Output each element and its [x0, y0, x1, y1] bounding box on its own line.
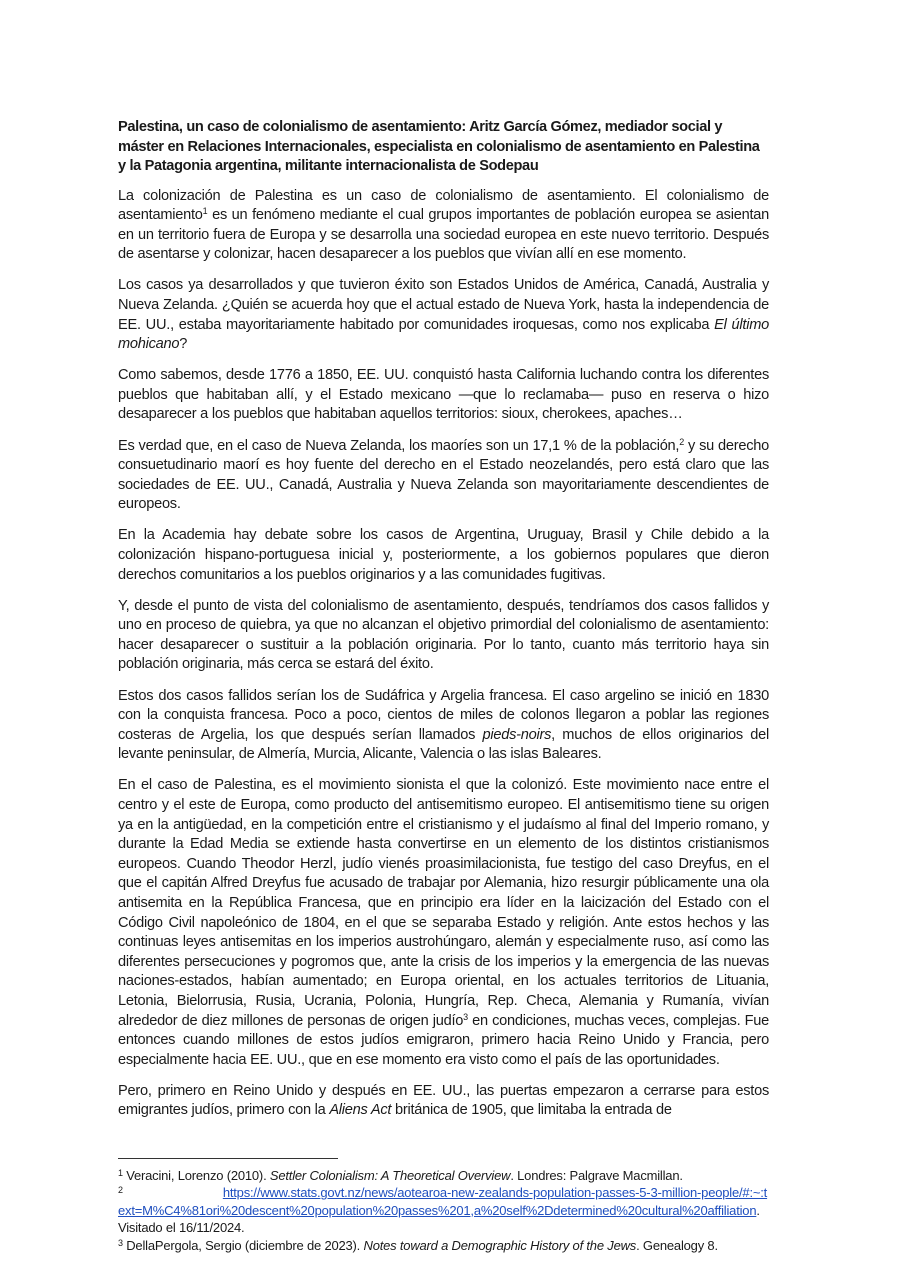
footnote-2	[118, 1184, 769, 1236]
paragraph-6: Y, desde el punto de vista del colonialismo de asentamiento, después, tendríamos dos casos fallidos y uno en proceso de quiebra, ya que no alcanzan el objetivo primordial del colonialismo de asentamiento: hacer desaparecer o sustituir a la población originaria. Por lo tanto, cuanto más territorio haya sin población originaria, más cerca se estará del éxito.	[118, 597, 769, 673]
paragraph-text: y su derecho consuetudinario maorí es hoy fuente del derecho en el Estado neozelandés, pero está claro que las sociedades de EE. UU., Canadá, Australia y Nueva Zelanda son mayoritariamente descendientes de europeos.	[118, 437, 769, 513]
paragraph-4	[118, 437, 769, 515]
footnote-text: . Londres: Palgrave Macmillan.	[510, 1168, 683, 1183]
footnote-ref-3[interactable]: 3	[463, 1011, 468, 1022]
footnote-text: . Visitado el 16/11/2024.	[118, 1202, 760, 1236]
footnotes-section	[118, 1158, 769, 1254]
footnote-ref-2[interactable]: 2	[679, 436, 684, 447]
footnote-text: Veracini, Lorenzo (2010).	[122, 1168, 270, 1183]
paragraph-text: Estos dos casos fallidos serían los de Sudáfrica y Argelia francesa. El caso argelino se inició en 1830 con la conquista francesa. Poco a poco, cientos de miles de colonos llegaron a poblar las regiones costeras de Argelia, los que después serían llamados	[118, 687, 769, 743]
footnote-1	[118, 1167, 769, 1184]
footnote-work-title: Notes toward a Demographic History of the Jews	[363, 1237, 637, 1253]
document-page	[118, 118, 769, 1133]
paragraph-text: Los casos ya desarrollados y que tuvieron éxito son Estados Unidos de América, Canadá, Australia y Nueva Zelanda. ¿Quién se acuerda hoy que el actual estado de Nueva York, hasta la independencia de EE. UU., estaba mayoritariamente habitado por comunidades iroquesas, como nos explicaba	[118, 277, 769, 333]
paragraph-text: La colonización de Palestina es un caso de colonialismo de asentamiento. El colonialismo de asentamiento	[118, 187, 769, 224]
paragraph-1	[118, 187, 769, 265]
footnote-number: 1	[118, 1168, 123, 1178]
paragraph-9	[118, 1082, 769, 1121]
footnote-separator	[118, 1158, 338, 1159]
paragraph-2	[118, 276, 769, 354]
paragraph-text: ?	[179, 336, 188, 353]
footnote-link[interactable]: https://www.stats.govt.nz/news/aotearoa-new-zealands-population-passes-5-3-million-people/#:~:text=M%C4%81ori%20descent%20population%20passes%201,a%20self%2Ddetermined%20cultural%20affiliation	[118, 1185, 768, 1218]
book-title: El último mohicano	[118, 316, 769, 353]
footnote-text: DellaPergola, Sergio (diciembre de 2023).	[122, 1237, 364, 1253]
paragraph-text: británica de 1905, que limitaba la entrada de	[391, 1102, 672, 1119]
paragraph-text: En el caso de Palestina, es el movimiento sionista el que la colonizó. Este movimiento nace entre el centro y el este de Europa, como producto del antisemitismo europeo. El antisemitismo tiene su origen ya en la antigüedad, en la competición entre el cristianismo y el judaísmo al final del Imperio romano, y durante la Edad Media se extiende hasta convertirse en un elemento de los distintos cristianismos europeos. Cuando Theodor Herzl, judío vienés proasimilacionista, fue testigo del caso Dreyfus, en el que el capitán Alfred Dreyfus fue acusado de trabajar por Alemania, hizo resurgir públicamente una ola antisemita en la República Francesa, que en principio era líder en la laicización del Estado con el Código Civil napoleónico de 1804, en el que se separaba Estado y religión. Ante estos hechos y las continuas leyes antisemitas en los imperios austrohúngaro, alemán y especialmente ruso, así como las diferentes persecuciones y pogromos que, ante la crisis de los imperios y la emergencia de las nuevas naciones-estados, habían aumentado; en Europa oriental, en los actuales territorios de Lituania, Letonia, Bielorrusia, Rusia, Ucrania, Polonia, Hungría, Rep. Checa, Alemania y Rumanía, vivían alrededor de diez millones de personas de origen judío	[118, 777, 769, 1029]
paragraph-text: es un fenómeno mediante el cual grupos importantes de población europea se asientan en un territorio fuera de Europa y se desarrolla una sociedad europea en este nuevo territorio. Después de asentarse y colonizar, hacen desaparecer a los pueblos que vivían allí en ese momento.	[118, 207, 769, 263]
paragraph-8	[118, 776, 769, 1070]
footnote-text: . Genealogy 8.	[636, 1237, 718, 1253]
footnote-number: 3	[118, 1237, 123, 1248]
paragraph-text: Es verdad que, en el caso de Nueva Zelanda, los maoríes son un 17,1 % de la población,	[118, 437, 680, 454]
footnote-work-title: Settler Colonialism: A Theoretical Overview	[269, 1168, 511, 1183]
italic-term: pieds-noirs	[482, 726, 552, 743]
paragraph-text: Pero, primero en Reino Unido y después en EE. UU., las puertas empezaron a cerrarse para estos emigrantes judíos, primero con la	[118, 1082, 769, 1119]
paragraph-text: , muchos de ellos originarios del levante peninsular, de Almería, Murcia, Alicante, Valencia o las islas Baleares.	[118, 726, 769, 763]
italic-term: Aliens Act	[329, 1102, 392, 1119]
footnote-ref-1[interactable]: 1	[202, 206, 208, 217]
paragraph-5: En la Academia hay debate sobre los casos de Argentina, Uruguay, Brasil y Chile debido a la colonización hispano-portuguesa inicial y, posteriormente, a los gobiernos populares que dieron derechos comunitarios a los pueblos originarios y a las comunidades fugitivas.	[118, 527, 769, 583]
article-title: Palestina, un caso de colonialismo de asentamiento: Aritz García Gómez, mediador social y máster en Relaciones Internacionales, especialista en colonialismo de asentamiento en Palestina y la Patagonia argentina, militante internacionalista de Sodepau	[118, 119, 760, 174]
footnote-3	[118, 1237, 769, 1254]
paragraph-3: Como sabemos, desde 1776 a 1850, EE. UU. conquistó hasta California luchando contra los diferentes pueblos que habitaban allí, y el Estado mexicano —que lo reclamaba— puso en reserva o hizo desaparecer a los pueblos que habitaban aquellos territorios: sioux, cherokees, apaches…	[118, 367, 769, 423]
footnote-number: 2	[118, 1185, 123, 1196]
paragraph-7	[118, 687, 769, 765]
paragraph-text: en condiciones, muchas veces, complejas. Fue entonces cuando millones de estos judíos emigraron, primero hacia Reino Unido y Francia, pero especialmente hacia EE. UU., que en ese momento era visto como el país de las oportunidades.	[118, 1012, 769, 1068]
